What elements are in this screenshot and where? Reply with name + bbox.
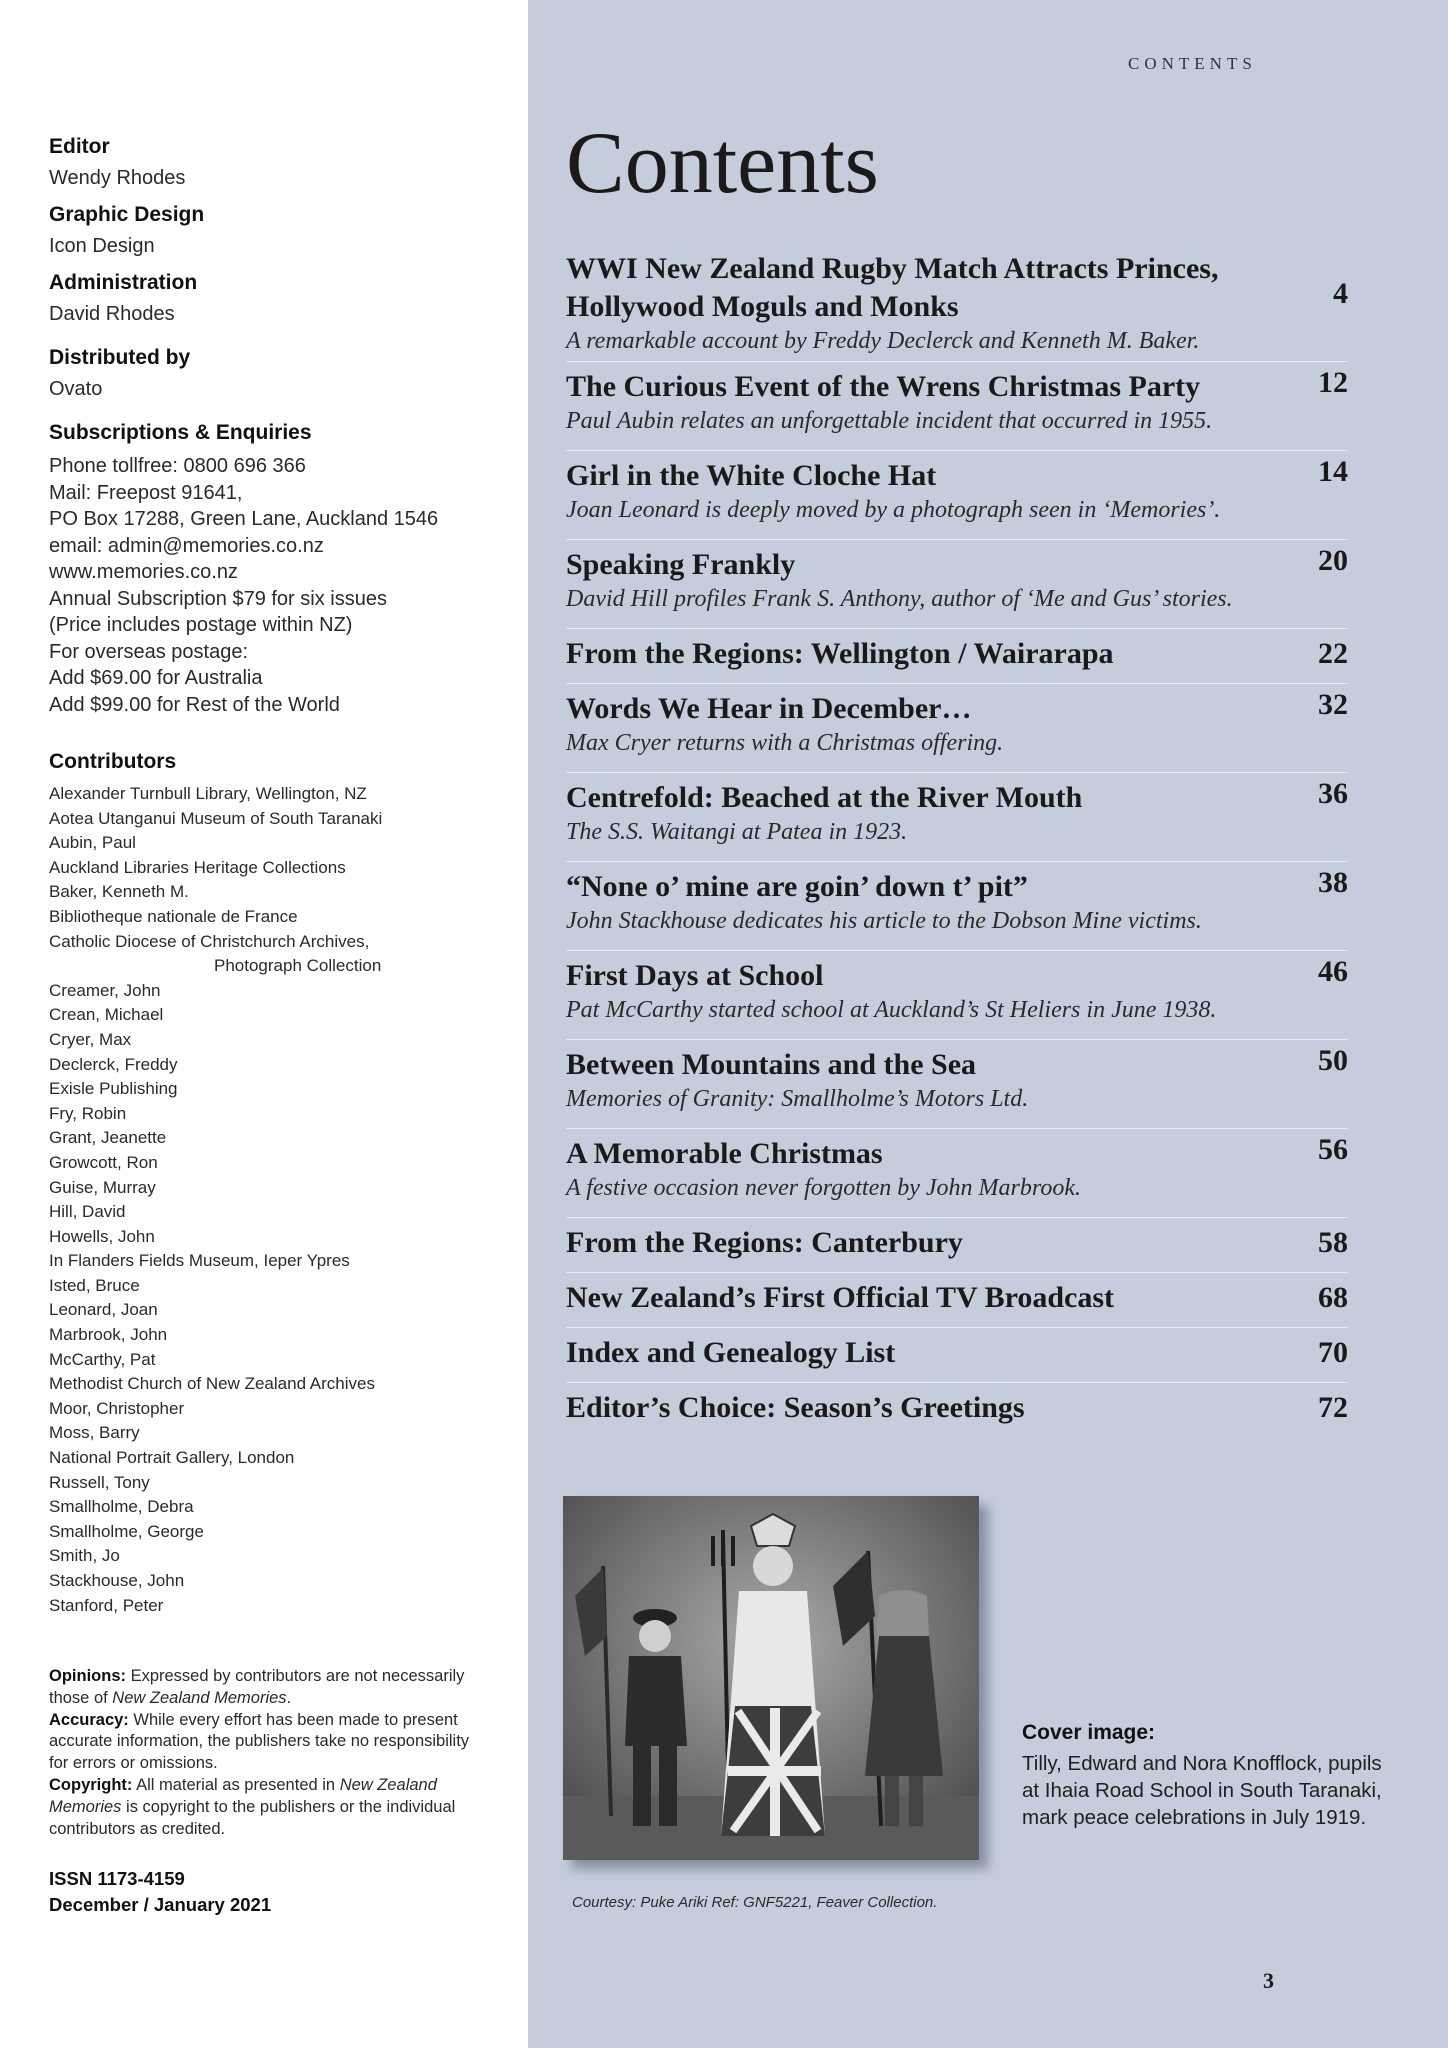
distributed-label: Distributed by (49, 346, 191, 369)
cover-image-caption: Tilly, Edward and Nora Knofflock, pupils at Ihaia Road School in South Taranaki, mark peace celebrations in July 1919. (1022, 1752, 1382, 1829)
subscription-line: (Price includes postage within NZ) (49, 614, 353, 636)
contributor-name: Smallholme, Debra (49, 1497, 194, 1517)
toc-title: Index and Genealogy List (566, 1336, 896, 1369)
toc-page: 14 (1318, 455, 1348, 488)
contributor-name: Isted, Bruce (49, 1275, 140, 1295)
subscription-website: www.memories.co.nz (49, 561, 238, 583)
contributor-name: Declerck, Freddy (49, 1054, 178, 1074)
publication-name: New Zealand Memories (112, 1688, 287, 1707)
subscriptions-label: Subscriptions & Enquiries (49, 421, 312, 444)
contributor-name: National Portrait Gallery, London (49, 1448, 295, 1468)
toc-page: 46 (1318, 955, 1348, 988)
toc-page: 56 (1318, 1133, 1348, 1166)
toc-description: A remarkable account by Freddy Declerck and Kenneth M. Baker. (566, 328, 1200, 354)
toc-entry[interactable] (566, 684, 1348, 773)
cover-photo-illustration (563, 1496, 979, 1860)
toc-page: 70 (1318, 1336, 1348, 1369)
subscription-line: Annual Subscription $79 for six issues (49, 587, 387, 610)
toc-entry[interactable] (566, 1273, 1348, 1328)
accuracy-text: While every effort has been made to present accurate information, the publishers take no responsibility for errors or omissions. (49, 1710, 470, 1773)
contributor-name: Aotea Utanganui Museum of South Taranaki (49, 808, 383, 828)
toc-entry[interactable] (566, 1129, 1348, 1218)
contributor-name: In Flanders Fields Museum, Ieper Ypres (49, 1251, 350, 1271)
toc-entry[interactable] (566, 1383, 1348, 1437)
toc-description: Paul Aubin relates an unforgettable incident that occurred in 1955. (566, 408, 1213, 434)
toc-page: 20 (1318, 544, 1348, 577)
toc-page: 4 (1333, 277, 1348, 310)
distributed-value: Ovato (49, 378, 103, 400)
legal-notice (49, 1666, 489, 1840)
toc-page: 22 (1318, 637, 1348, 670)
contributor-name: Grant, Jeanette (49, 1128, 167, 1148)
toc-title: Editor’s Choice: Season’s Greetings (566, 1391, 1025, 1424)
toc-title: Girl in the White Cloche Hat (566, 459, 937, 492)
toc-title: Speaking Frankly (566, 548, 796, 581)
contributor-name: McCarthy, Pat (49, 1349, 156, 1369)
toc-page: 72 (1318, 1391, 1348, 1424)
toc-description: Max Cryer returns with a Christmas offering. (566, 730, 1004, 756)
subscription-email: email: admin@memories.co.nz (49, 534, 324, 557)
cover-image-label: Cover image: (1022, 1721, 1156, 1744)
toc-entry[interactable] (566, 362, 1348, 451)
toc-page: 12 (1318, 366, 1348, 399)
toc-page: 36 (1318, 777, 1348, 810)
contributor-name: Baker, Kenneth M. (49, 882, 189, 902)
contributor-name: Photograph Collection (214, 956, 382, 976)
contributor-name: Moor, Christopher (49, 1398, 185, 1418)
toc-page: 50 (1318, 1044, 1348, 1077)
running-head: CONTENTS (1128, 54, 1257, 73)
issn: ISSN 1173-4159 (49, 1868, 185, 1889)
contributor-name: Catholic Diocese of Christchurch Archives, (49, 931, 370, 951)
admin-label: Administration (49, 271, 198, 294)
contributor-name: Smith, Jo (49, 1546, 120, 1566)
toc-entry[interactable] (566, 451, 1348, 540)
contributors-list (49, 782, 382, 1618)
contributor-name: Stackhouse, John (49, 1571, 185, 1590)
contributor-name: Marbrook, John (49, 1325, 168, 1345)
toc-title: The Curious Event of the Wrens Christmas Party (566, 370, 1201, 403)
toc-title: From the Regions: Canterbury (566, 1226, 963, 1259)
opinions-text: Expressed by contributors are not necessarily those of (49, 1667, 465, 1707)
toc-description: John Stackhouse dedicates his article to the Dobson Mine victims. (566, 908, 1202, 934)
contributor-name: Fry, Robin (49, 1103, 127, 1123)
toc-entry[interactable] (566, 1328, 1348, 1383)
toc-title: First Days at School (566, 959, 824, 992)
subscription-line: Add $69.00 for Australia (49, 667, 263, 689)
page-number: 3 (1263, 1968, 1274, 1993)
toc-description: David Hill profiles Frank S. Anthony, author of ‘Me and Gus’ stories. (566, 586, 1233, 612)
contributor-name: Crean, Michael (49, 1005, 164, 1025)
design-label: Graphic Design (49, 203, 205, 226)
contributor-name: Aubin, Paul (49, 833, 136, 853)
issue-date: December / January 2021 (49, 1894, 272, 1915)
toc-title: New Zealand’s First Official TV Broadcast (566, 1281, 1115, 1314)
toc-title: From the Regions: Wellington / Wairarapa (566, 637, 1114, 670)
publication-name: New Zealand Memories (49, 1775, 437, 1816)
subscription-line: For overseas postage: (49, 640, 248, 663)
contributor-name: Growcott, Ron (49, 1152, 158, 1172)
toc-title: Words We Hear in December… (566, 692, 972, 725)
cover-photo (563, 1496, 979, 1860)
contributor-name: Howells, John (49, 1226, 155, 1246)
toc-title: Between Mountains and the Sea (566, 1048, 977, 1081)
toc-description: Joan Leonard is deeply moved by a photograph seen in ‘Memories’. (566, 497, 1221, 523)
issn-block (49, 1866, 271, 1918)
toc-title: Centrefold: Beached at the River Mouth (566, 781, 1083, 814)
design-value: Icon Design (49, 235, 155, 257)
toc-page: 38 (1318, 866, 1348, 899)
toc-entry[interactable] (566, 250, 1348, 362)
contributor-name: Creamer, John (49, 980, 161, 1000)
contributor-name: Leonard, Joan (49, 1300, 158, 1320)
editor-value: Wendy Rhodes (49, 167, 186, 189)
opinions-label: Opinions: (49, 1667, 126, 1685)
copyright-text-end: is copyright to the publishers or the individual contributors as credited. (49, 1797, 456, 1838)
toc-title: WWI New Zealand Rugby Match Attracts Princes, Hollywood Moguls and Monks (566, 252, 1219, 323)
contributor-name: Bibliotheque nationale de France (49, 906, 298, 926)
contributors-label: Contributors (49, 750, 177, 773)
contributor-name: Exisle Publishing (49, 1079, 178, 1099)
contributor-name: Alexander Turnbull Library, Wellington, NZ (49, 784, 367, 803)
contributor-name: Auckland Libraries Heritage Collections (49, 857, 346, 877)
toc-title: “None o’ mine are goin’ down t’ pit” (566, 870, 1028, 903)
toc-entry[interactable] (566, 1040, 1348, 1129)
contributor-name: Methodist Church of New Zealand Archives (49, 1374, 375, 1394)
contributor-name: Guise, Murray (49, 1177, 156, 1197)
toc-page: 68 (1318, 1281, 1348, 1314)
toc-page: 32 (1318, 688, 1348, 721)
opinions-text-end: . (286, 1688, 292, 1707)
toc-description: The S.S. Waitangi at Patea in 1923. (566, 819, 908, 845)
admin-value: David Rhodes (49, 303, 175, 325)
toc-entry[interactable] (566, 1218, 1348, 1273)
subscription-line: Mail: Freepost 91641, (49, 481, 243, 504)
subscription-line: PO Box 17288, Green Lane, Auckland 1546 (49, 508, 439, 530)
subscription-line: Add $99.00 for Rest of the World (49, 693, 340, 716)
contributor-name: Moss, Barry (49, 1423, 140, 1443)
photo-credit: Courtesy: Puke Ariki Ref: GNF5221, Feaver Collection. (572, 1894, 938, 1911)
table-of-contents (566, 250, 1348, 1437)
toc-page: 58 (1318, 1226, 1348, 1259)
editor-label: Editor (49, 135, 110, 158)
masthead-column (0, 0, 528, 2048)
contributor-name: Stanford, Peter (49, 1595, 164, 1615)
accuracy-label: Accuracy: (49, 1710, 129, 1729)
contributor-name: Russell, Tony (49, 1472, 150, 1492)
toc-entry[interactable] (566, 951, 1348, 1040)
toc-description: Memories of Granity: Smallholme’s Motors Ltd. (566, 1086, 1029, 1112)
toc-entry[interactable] (566, 773, 1348, 862)
toc-entry[interactable] (566, 540, 1348, 629)
subscription-details (49, 453, 438, 718)
copyright-label: Copyright: (49, 1775, 133, 1794)
toc-description: Pat McCarthy started school at Auckland’s St Heliers in June 1938. (566, 997, 1217, 1023)
toc-title: A Memorable Christmas (566, 1137, 883, 1170)
contributor-name: Hill, David (49, 1202, 126, 1222)
page-title: Contents (566, 115, 879, 212)
subscription-line: Phone tollfree: 0800 696 366 (49, 455, 306, 477)
toc-description: A festive occasion never forgotten by John Marbrook. (566, 1175, 1081, 1201)
contributor-name: Smallholme, George (49, 1521, 204, 1541)
toc-entry[interactable] (566, 629, 1348, 684)
contributor-name: Cryer, Max (49, 1029, 132, 1049)
toc-entry[interactable] (566, 862, 1348, 951)
copyright-text: All material as presented in (132, 1775, 340, 1794)
